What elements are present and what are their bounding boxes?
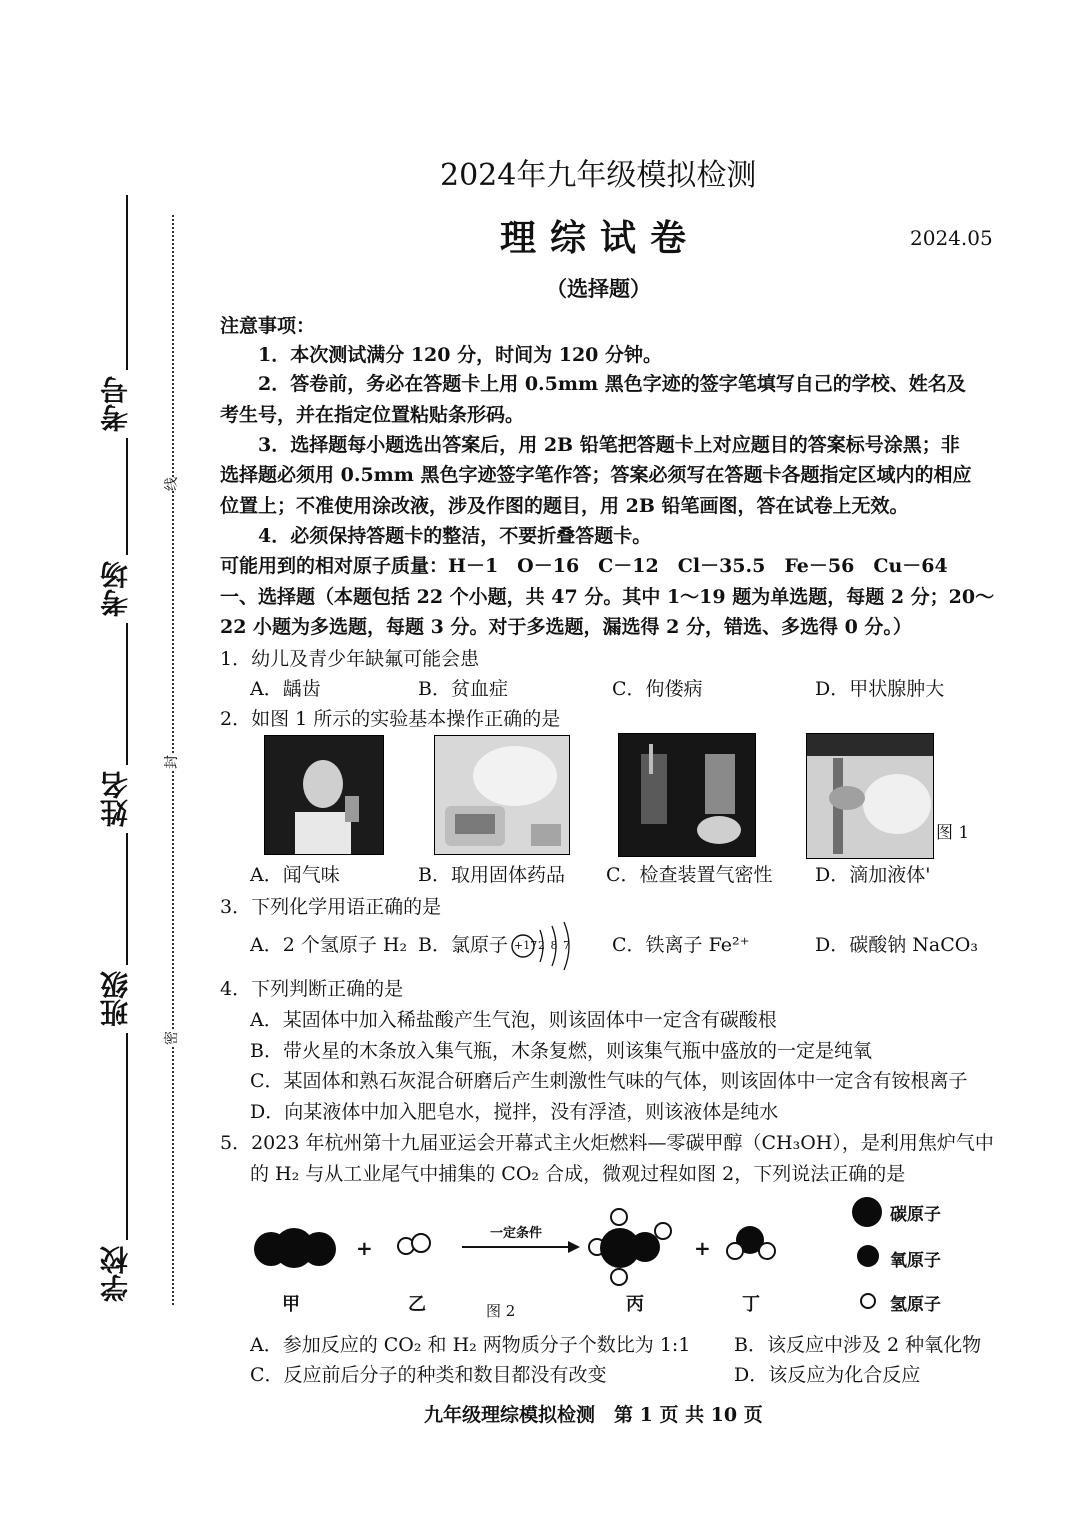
legend-carbon-icon	[852, 1197, 882, 1227]
chlorine-atom-diagram	[510, 918, 574, 972]
notice-line: 选择题必须用 0.5mm 黑色字迹签字笔作答；答案必须写在答题卡各题指定区域内的相应	[220, 464, 972, 486]
option: B．贫血症	[418, 678, 508, 700]
figure-1-label: 图 1	[936, 823, 970, 843]
page-footer: 九年级理综模拟检测 第 1 页 共 10 页	[424, 1404, 763, 1426]
legend-hydrogen-icon	[860, 1293, 876, 1309]
option: B．带火星的木条放入集气瓶，木条复燃，则该集气瓶中盛放的一定是纯氧	[250, 1040, 872, 1062]
reaction-diagram	[240, 1190, 980, 1320]
reaction-arrow	[462, 1246, 572, 1248]
photo-smell-graphic	[265, 736, 383, 854]
option: A．龋齿	[250, 678, 321, 700]
option: D．甲状腺肿大	[815, 678, 945, 700]
notice-line: 位置上；不准使用涂改液，涉及作图的题目，用 2B 铅笔画图，答在试卷上无效。	[220, 495, 909, 517]
hydrogen-atom	[411, 1233, 431, 1253]
question-stem: 2．如图 1 所示的实验基本操作正确的是	[220, 708, 561, 730]
legend-label: 氢原子	[890, 1295, 941, 1315]
arrow-head	[568, 1241, 580, 1253]
photo-add-liquid	[806, 733, 934, 859]
notice-line: 4．必须保持答题卡的整洁，不要折叠答题卡。	[258, 525, 652, 547]
option: C．检查装置气密性	[606, 864, 773, 886]
option: C．某固体和熟石灰混合研磨后产生刺激性气味的气体，则该固体中一定含有铵根离子	[250, 1070, 968, 1092]
option: D．滴加液体'	[815, 864, 931, 886]
plus-sign: +	[694, 1236, 711, 1260]
label-name: 姓名	[96, 765, 136, 833]
option: B．氯原子	[418, 934, 508, 956]
option: A．闻气味	[250, 864, 340, 886]
atomic-masses: 可能用到的相对原子质量：H－1 O－16 C－12 Cl－35.5 Fe－56 Cu－64	[220, 555, 948, 577]
figure-2-label: 图 2	[486, 1302, 516, 1320]
option: B．该反应中涉及 2 种氧化物	[734, 1334, 982, 1356]
sidebar-cover	[100, 200, 150, 1300]
photo-add-liquid-graphic	[807, 734, 933, 858]
section-intro: 一、选择题（本题包括 22 个小题，共 47 分。其中 1～19 题为单选题，每题 2 分；20～	[220, 586, 995, 608]
notice-line: 3．选择题每小题选出答案后，用 2B 铅笔把答题卡上对应题目的答案标号涂黑；非	[258, 434, 960, 456]
question-stem: 5．2023 年杭州第十九届亚运会开幕式主火炬燃料—零碳甲醇（CH₃OH），是利用焦炉气中	[220, 1132, 994, 1154]
species-label: 丁	[742, 1294, 760, 1315]
binding-mark-secret: 密	[161, 1031, 181, 1045]
hydrogen-atom	[758, 1242, 776, 1260]
label-exam-room: 考场	[96, 555, 136, 623]
oxygen-atom	[302, 1232, 336, 1266]
option: C．铁离子 Fe²⁺	[612, 934, 750, 956]
question-stem: 的 H₂ 与从工业尾气中捕集的 CO₂ 合成，微观过程如图 2，下列说法正确的是	[250, 1163, 906, 1185]
label-exam-number: 考号	[96, 370, 136, 438]
reaction-condition: 一定条件	[490, 1226, 543, 1241]
notice-line: 2．答卷前，务必在答题卡上用 0.5mm 黑色字迹的签字笔填写自己的学校、姓名及	[258, 373, 966, 395]
species-label: 乙	[408, 1294, 426, 1315]
atom-core-label: +17	[514, 939, 538, 952]
option: B．取用固体药品	[418, 864, 565, 886]
option: A．2 个氢原子 H₂	[250, 934, 408, 956]
photo-airtightness	[618, 733, 756, 857]
legend-label: 碳原子	[890, 1205, 941, 1225]
option: D．向某液体中加入肥皂水，搅拌，没有浮渣，则该液体是纯水	[250, 1101, 779, 1123]
hydrogen-atom	[610, 1208, 628, 1226]
question-stem: 3．下列化学用语正确的是	[220, 896, 442, 918]
binding-mark-line: 线	[161, 477, 181, 491]
exam-date: 2024.05	[910, 226, 993, 250]
option: D．碳酸钠 NaCO₃	[815, 934, 978, 956]
binding-mark-seal: 封	[161, 755, 181, 769]
photo-solid-reagent-graphic	[435, 736, 569, 854]
section-label: （选择题）	[546, 276, 651, 301]
label-school: 学校	[96, 1240, 136, 1308]
question-stem: 1．幼儿及青少年缺氟可能会患	[220, 648, 480, 670]
species-label: 丙	[626, 1294, 644, 1315]
plus-sign: +	[356, 1236, 373, 1260]
exam-subtitle: 理综试卷	[500, 217, 701, 259]
legend-label: 氧原子	[890, 1251, 941, 1271]
hydrogen-atom	[726, 1242, 744, 1260]
atom-shell-numbers: 2 8 7	[538, 939, 571, 952]
option: A．某固体中加入稀盐酸产生气泡，则该固体中一定含有碳酸根	[250, 1009, 777, 1031]
notice-line: 1．本次测试满分 120 分，时间为 120 分钟。	[258, 344, 663, 366]
photo-smell	[264, 735, 384, 855]
hydrogen-atom	[654, 1222, 672, 1240]
option: D．该反应为化合反应	[734, 1364, 921, 1386]
legend-oxygen-icon	[857, 1245, 879, 1267]
exam-title: 2024年九年级模拟检测	[440, 158, 757, 193]
photo-solid-reagent	[434, 735, 570, 855]
hydrogen-atom	[610, 1268, 628, 1286]
option: C．反应前后分子的种类和数目都没有改变	[250, 1364, 607, 1386]
species-label: 甲	[282, 1294, 300, 1315]
section-intro: 22 小题为多选题，每题 3 分。对于多选题，漏选得 2 分，错选、多选得 0 分。）	[220, 616, 912, 638]
option: C．佝偻病	[612, 678, 703, 700]
option: A．参加反应的 CO₂ 和 H₂ 两物质分子个数比为 1:1	[250, 1334, 691, 1356]
photo-airtightness-graphic	[619, 734, 755, 856]
notice-line: 考生号，并在指定位置粘贴条形码。	[220, 404, 525, 426]
question-stem: 4．下列判断正确的是	[220, 978, 404, 1000]
notice-heading: 注意事项：	[220, 315, 316, 337]
label-class: 班级	[96, 965, 136, 1033]
